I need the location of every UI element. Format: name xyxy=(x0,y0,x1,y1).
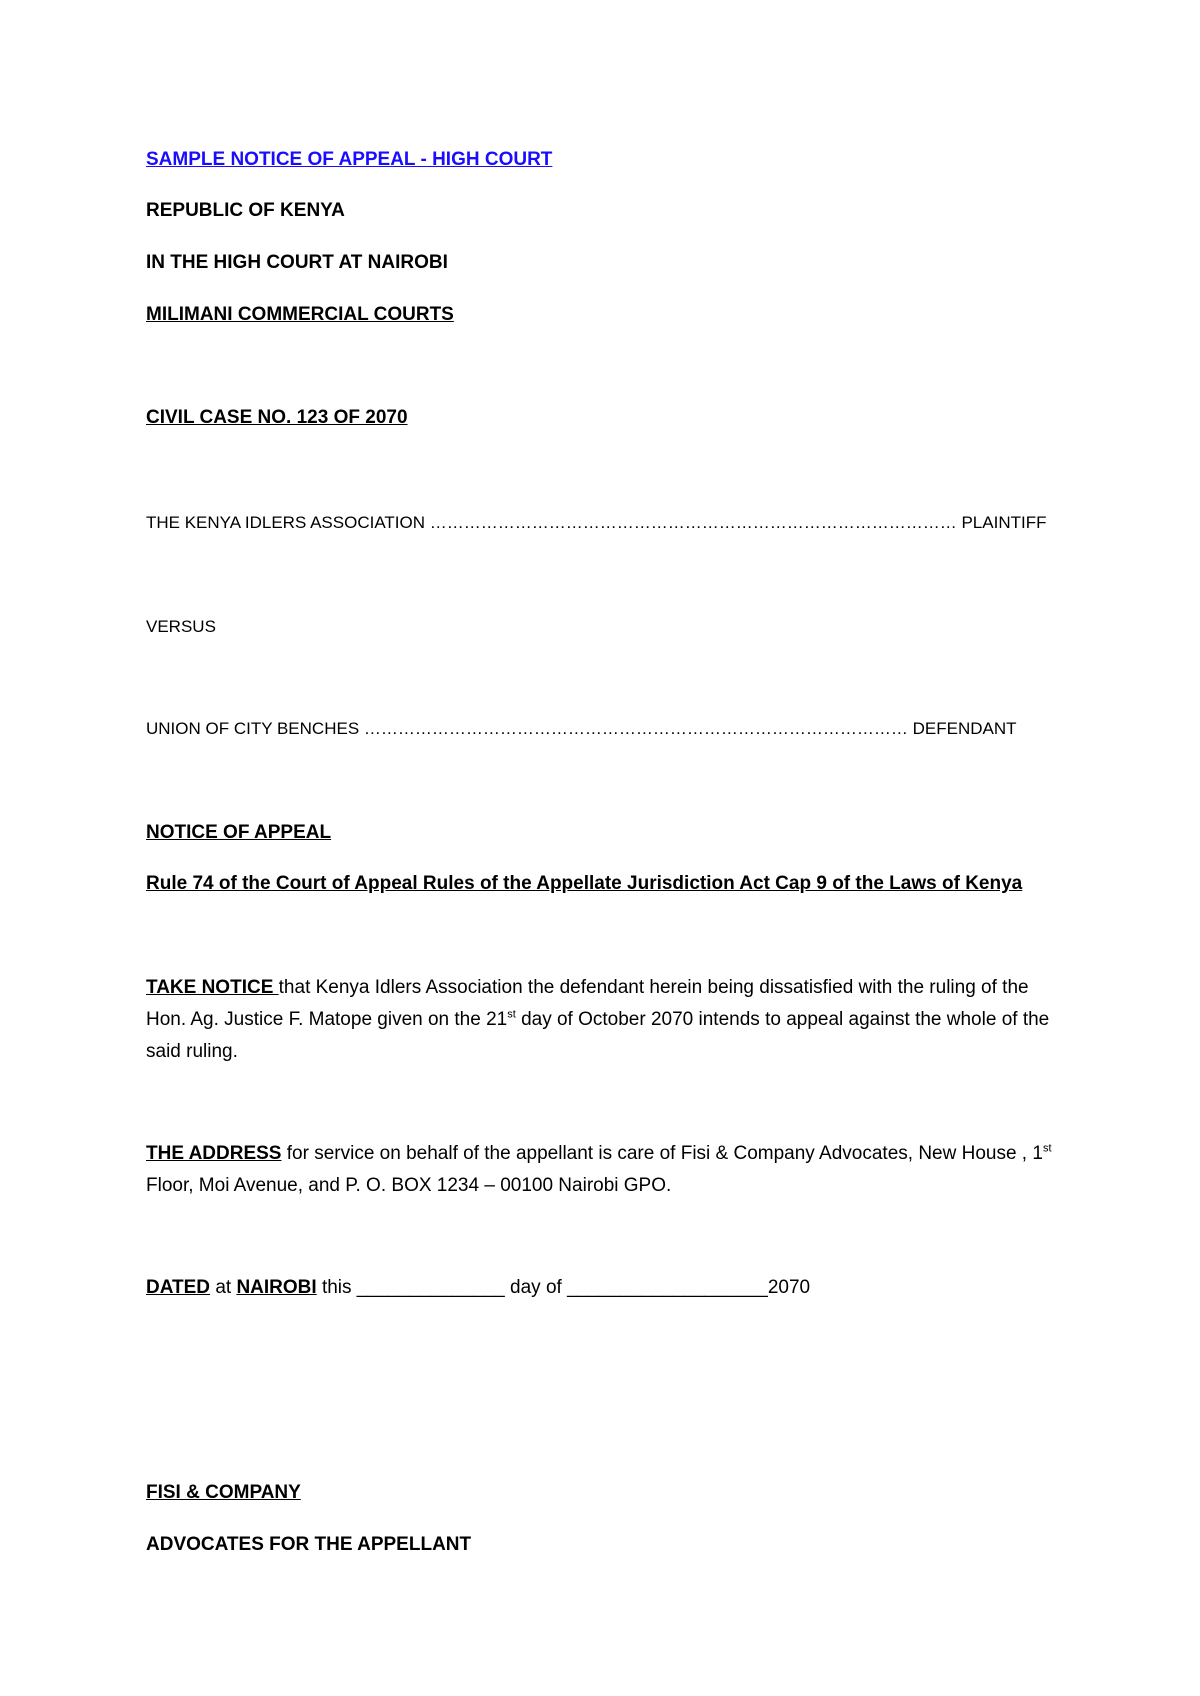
case-number: CIVIL CASE NO. 123 OF 2070 xyxy=(146,407,408,428)
firm-name: FISI & COMPANY xyxy=(146,1482,301,1503)
defendant-role: DEFENDANT xyxy=(907,719,1017,738)
dated-at: at xyxy=(210,1277,237,1298)
address-sup: st xyxy=(1042,1142,1052,1155)
dated-place: NAIROBI xyxy=(236,1277,317,1298)
court-heading: IN THE HIGH COURT AT NAIROBI xyxy=(146,252,448,273)
address-lead: THE ADDRESS xyxy=(146,1143,282,1164)
plaintiff-line xyxy=(146,512,1046,534)
take-notice-text-1: that Kenya Idlers Association the defendant herein being dissatisfied with the ruling of the Hon. Ag. Justice F. Matope given on the 21 xyxy=(146,977,1029,1030)
sample-title-link[interactable]: SAMPLE NOTICE OF APPEAL - HIGH COURT xyxy=(146,149,553,170)
plaintiff-dots: ………………………………………………………………………………… xyxy=(429,513,957,532)
take-notice-sup: st xyxy=(507,1008,516,1021)
advocates-line: ADVOCATES FOR THE APPELLANT xyxy=(146,1534,472,1555)
republic-heading: REPUBLIC OF KENYA xyxy=(146,200,345,221)
take-notice-text-2: day of October 2070 intends to appeal against the whole of the said ruling. xyxy=(146,1009,1050,1062)
versus-text: VERSUS xyxy=(146,617,216,636)
address-text-1: for service on behalf of the appellant is care of Fisi & Company Advocates, New House , 1 xyxy=(281,1143,1043,1164)
dated-line xyxy=(146,1277,810,1299)
defendant-line xyxy=(146,718,1017,740)
dated-lead: DATED xyxy=(146,1277,211,1298)
plaintiff-name: THE KENYA IDLERS ASSOCIATION xyxy=(146,513,430,532)
take-notice-paragraph xyxy=(146,972,1066,1068)
address-text-2: Floor, Moi Avenue, and P. O. BOX 1234 – 00100 Nairobi GPO. xyxy=(146,1175,672,1196)
division-heading: MILIMANI COMMERCIAL COURTS xyxy=(146,304,454,325)
address-paragraph xyxy=(146,1138,1066,1202)
rule-heading: Rule 74 of the Court of Appeal Rules of the Appellate Jurisdiction Act Cap 9 of the Laws of Kenya xyxy=(146,873,1023,894)
notice-heading: NOTICE OF APPEAL xyxy=(146,822,332,843)
take-notice-lead: TAKE NOTICE xyxy=(146,977,279,998)
dated-blanks: this ______________ day of ___________________2070 xyxy=(316,1277,811,1298)
plaintiff-role: PLAINTIFF xyxy=(956,513,1047,532)
defendant-name: UNION OF CITY BENCHES xyxy=(146,719,364,738)
defendant-dots: …………………………………………………………………………………… xyxy=(363,719,908,738)
